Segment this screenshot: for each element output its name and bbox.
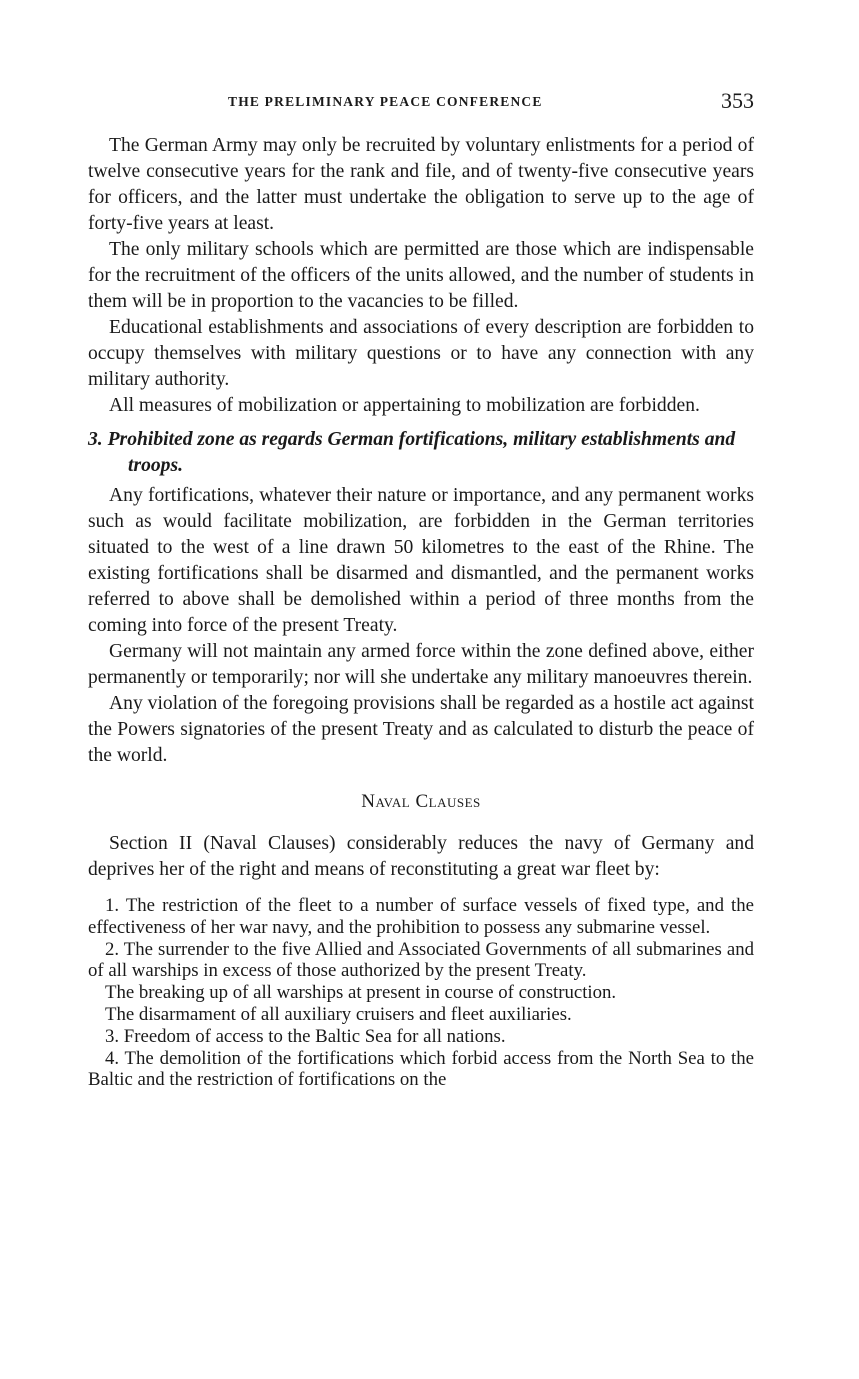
naval-clause-list [88, 895, 754, 1091]
page-body [88, 133, 754, 1091]
paragraph-naval-intro: Section II (Naval Clauses) considerably reduces the navy of Germany and deprives her of the right and means of reconstituting a great war fleet by: [88, 833, 754, 880]
paragraph-military-schools: The only military schools which are permitted are those which are indispensable for the recruitment of the officers of the units allowed, and the number of students in them will be in proportion to the vacancies to be filled. [88, 239, 754, 312]
page-number: 353 [721, 88, 754, 113]
book-page [88, 0, 754, 1379]
running-head: THE PRELIMINARY PEACE CONFERENCE [228, 94, 543, 109]
subheading-prohibited-zone: 3. Prohibited zone as regards German fortifications, military establishments and troops. [88, 429, 736, 476]
paragraph-fortifications: Any fortifications, whatever their nature or importance, and any permanent works such as would facilitate mobilization, are forbidden in the German territories situated to the west of a line drawn 50 kilometres to the east of the Rhine. The existing fortifications shall be disarmed and dismantled, and the permanent works referred to above shall be demolished within a period of three months from the coming into force of the present Treaty. [88, 485, 754, 636]
list-item: 2. The surrender to the five Allied and Associated Governments of all submarines and of all warships in excess of those authorized by the present Treaty. [88, 938, 754, 982]
paragraph-violation: Any violation of the foregoing provisions shall be regarded as a hostile act against the Powers signatories of the present Treaty and as calculated to disturb the peace of the world. [88, 693, 754, 766]
list-item: The breaking up of all warships at present in course of construction. [105, 982, 617, 1004]
page-header [88, 88, 754, 118]
paragraph-army-recruitment: The German Army may only be recruited by voluntary enlistments for a period of twelve consecutive years for the rank and file, and of twenty-five consecutive years for officers, and the latter must undertake the obligation to serve up to the age of forty-five years at least. [88, 135, 754, 234]
list-item: 3. Freedom of access to the Baltic Sea for all nations. [105, 1025, 506, 1047]
paragraph-educational-establishments: Educational establishments and associations of every description are forbidden to occupy themselves with military questions or to have any connection with any military authority. [88, 317, 754, 390]
paragraph-armed-force: Germany will not maintain any armed force within the zone defined above, either permanently or temporarily; nor will she undertake any military manoeuvres therein. [88, 641, 754, 688]
list-item: The disarmament of all auxiliary cruisers and fleet auxiliaries. [105, 1003, 572, 1025]
list-item: 1. The restriction of the fleet to a number of surface vessels of fixed type, and the effectiveness of her war navy, and the prohibition to possess any submarine vessel. [88, 895, 754, 938]
section-heading-naval-clauses: Naval Clauses [361, 791, 481, 812]
list-item: 4. The demolition of the fortifications which forbid access from the North Sea to the Baltic and the restriction of fortifications on the [88, 1047, 754, 1091]
paragraph-mobilization: All measures of mobilization or appertaining to mobilization are forbidden. [109, 395, 700, 416]
